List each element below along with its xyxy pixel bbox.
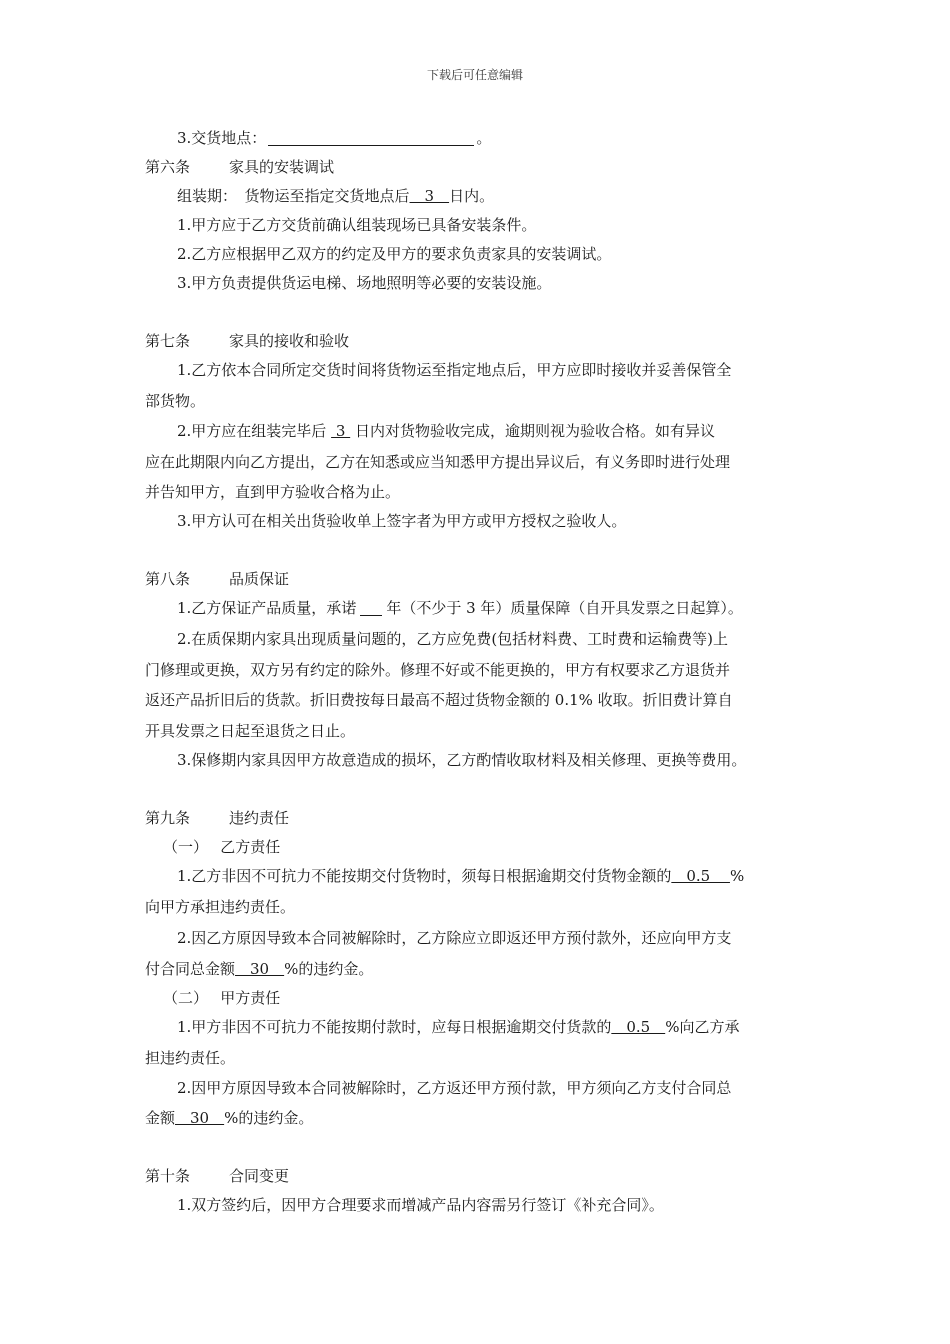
article-7-item-1: 1.乙方依本合同所定交货时间将货物运至指定地点后，甲方应即时接收并妥善保管全 [177,361,732,379]
warranty-years-blank [360,599,382,616]
party-b-liability-item-2: 2.因乙方原因导致本合同被解除时，乙方除应立即返还甲方预付款外，还应向甲方支 [177,929,732,947]
article-7-item-1-cont: 部货物。 [145,392,206,410]
party-a-liability-item-2-cont: 金额 30 %的违约金。 [145,1109,314,1127]
assembly-period: 组装期： 货物运至指定交货地点后 3 日内。 [177,187,495,205]
article-10-heading: 第十条 合同变更 [145,1167,290,1185]
party-b-liability-item-1: 1.乙方非因不可抗力不能按期交付货物时，须每日根据逾期交付货物金额的 0.5 % [177,867,745,885]
article-8-item-2-cont-1: 门修理或更换，双方另有约定的除外。修理不好或不能更换的，甲方有权要求乙方退货并 [145,661,731,679]
article-8-item-3: 3.保修期内家具因甲方故意造成的损坏，乙方酌情收取材料及相关修理、更换等费用。 [177,751,747,769]
party-b-liability-heading: （一） 乙方责任 [163,838,281,856]
article-7-item-2-cont-2: 并告知甲方，直到甲方验收合格为止。 [145,483,401,501]
delivery-place-blank [268,129,474,146]
article-6-item-1: 1.甲方应于乙方交货前确认组装现场已具备安装条件。 [177,216,537,234]
article-8-item-2-cont-2: 返还产品折旧后的货款。折旧费按每日最高不超过货物金额的 0.1% 收取。折旧费计算自 [145,691,733,709]
article-6-item-3: 3.甲方负责提供货运电梯、场地照明等必要的安装设施。 [177,274,552,292]
article-10-item-1: 1.双方签约后，因甲方合理要求而增减产品内容需另行签订《补充合同》。 [177,1196,664,1214]
party-a-liability-item-2: 2.因甲方原因导致本合同被解除时，乙方返还甲方预付款，甲方须向乙方支付合同总 [177,1079,732,1097]
article-7-item-2: 2.甲方应在组装完毕后 3 日内对货物验收完成，逾期则视为验收合格。如有异议 [177,422,715,440]
article-6-heading: 第六条 家具的安装调试 [145,158,335,176]
party-a-liability-item-1-cont: 担违约责任。 [145,1049,236,1067]
party-b-liability-item-2-cont: 付合同总金额 30 %的违约金。 [145,960,374,978]
article-7-heading: 第七条 家具的接收和验收 [145,332,350,350]
article-9-heading: 第九条 违约责任 [145,809,290,827]
article-7-item-3: 3.甲方认可在相关出货验收单上签字者为甲方或甲方授权之验收人。 [177,512,627,530]
party-b-liability-item-1-cont: 向甲方承担违约责任。 [145,898,296,916]
party-a-liability-heading: （二） 甲方责任 [163,989,281,1007]
article-8-item-2: 2.在质保期内家具出现质量问题的，乙方应免费(包括材料费、工时费和运输费等)上 [177,630,729,648]
article-8-item-1: 1.乙方保证产品质量，承诺 年（不少于 3 年）质量保障（自开具发票之日起算）。 [177,599,743,617]
article-6-item-2: 2.乙方应根据甲乙双方的约定及甲方的要求负责家具的安装调试。 [177,245,612,263]
page-header: 下载后可任意编辑 [426,68,523,82]
article-7-item-2-cont-1: 应在此期限内向乙方提出，乙方在知悉或应当知悉甲方提出异议后，有义务即时进行处理 [145,453,731,471]
delivery-place-line: 3.交货地点： 。 [177,129,492,147]
article-8-heading: 第八条 品质保证 [145,570,290,588]
party-a-liability-item-1: 1.甲方非因不可抗力不能按期付款时，应每日根据逾期交付货款的 0.5 %向乙方承 [177,1018,740,1036]
article-8-item-2-cont-3: 开具发票之日起至退货之日止。 [145,722,356,740]
